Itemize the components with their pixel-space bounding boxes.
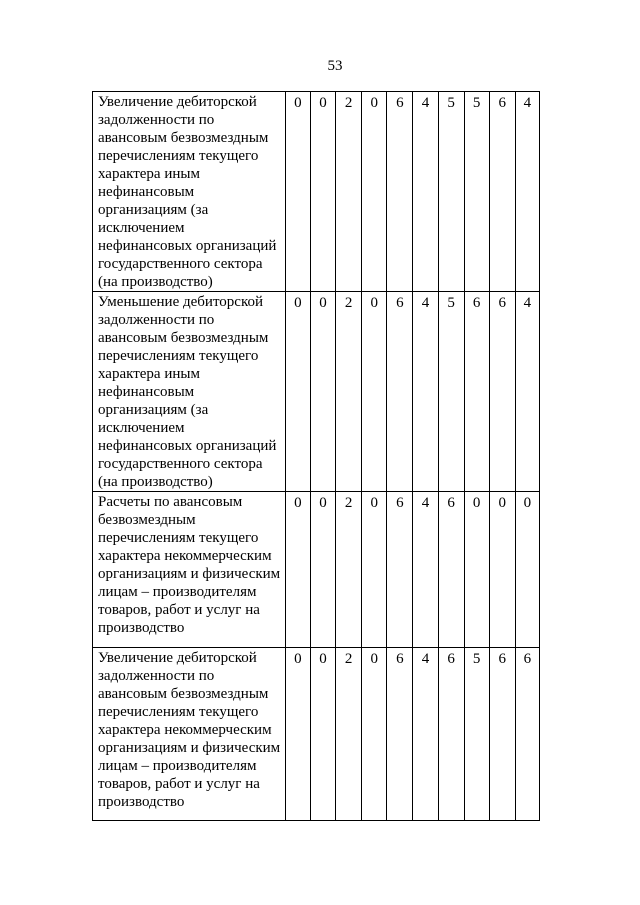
table-row: [93, 292, 540, 492]
code-digit: 2: [336, 648, 362, 821]
code-digit: 0: [515, 492, 539, 648]
table-row: [93, 492, 540, 648]
code-digit: 0: [362, 648, 387, 821]
code-digit: 5: [464, 648, 489, 821]
code-digit: 0: [362, 92, 387, 292]
code-digit: 0: [310, 492, 335, 648]
code-digit: 6: [438, 492, 464, 648]
code-digit: 5: [438, 292, 464, 492]
code-digit: 0: [310, 92, 335, 292]
code-digit: 0: [285, 292, 310, 492]
code-digit: 6: [387, 492, 413, 648]
code-digit: 0: [362, 492, 387, 648]
code-digit: 6: [438, 648, 464, 821]
code-digit: 4: [515, 292, 539, 492]
code-digit: 6: [515, 648, 539, 821]
code-digit: 5: [464, 92, 489, 292]
code-digit: 6: [387, 292, 413, 492]
code-digit: 0: [285, 648, 310, 821]
code-digit: 2: [336, 292, 362, 492]
code-digit: 0: [310, 292, 335, 492]
row-description: Уменьшение дебиторской задолженности по авансовым безвозмездным перечислениям текущего характера иным нефинансовым организациям (за исключением нефинансовых организаций государственного сектора (на производство): [93, 292, 286, 492]
code-digit: 0: [489, 492, 515, 648]
code-digit: 4: [413, 492, 438, 648]
code-digit: 0: [464, 492, 489, 648]
code-digit: 6: [387, 648, 413, 821]
row-description: Расчеты по авансовым безвозмездным перечислениям текущего характера некоммерческим организациям и физическим лицам – производителям товаров, работ и услуг на производство: [93, 492, 286, 648]
code-digit: 6: [489, 292, 515, 492]
code-digit: 5: [438, 92, 464, 292]
code-digit: 4: [413, 92, 438, 292]
code-digit: 0: [285, 92, 310, 292]
code-digit: 2: [336, 492, 362, 648]
code-digit: 6: [387, 92, 413, 292]
code-digit: 4: [413, 292, 438, 492]
row-description: Увеличение дебиторской задолженности по авансовым безвозмездным перечислениям текущего характера иным нефинансовым организациям (за исключением нефинансовых организаций государственного сектора (на производство): [93, 92, 286, 292]
table-row: [93, 92, 540, 292]
code-digit: 4: [515, 92, 539, 292]
code-digit: 6: [464, 292, 489, 492]
code-digit: 2: [336, 92, 362, 292]
code-digit: 6: [489, 92, 515, 292]
code-digit: 6: [489, 648, 515, 821]
table-row: [93, 648, 540, 821]
code-digit: 0: [362, 292, 387, 492]
code-digit: 0: [285, 492, 310, 648]
page-number: 53: [327, 58, 343, 74]
code-digit: 4: [413, 648, 438, 821]
row-description: Увеличение дебиторской задолженности по авансовым безвозмездным перечислениям текущего характера некоммерческим организациям и физическим лицам – производителям товаров, работ и услуг на производство: [93, 648, 286, 821]
code-digit: 0: [310, 648, 335, 821]
account-codes-table: [92, 91, 540, 821]
